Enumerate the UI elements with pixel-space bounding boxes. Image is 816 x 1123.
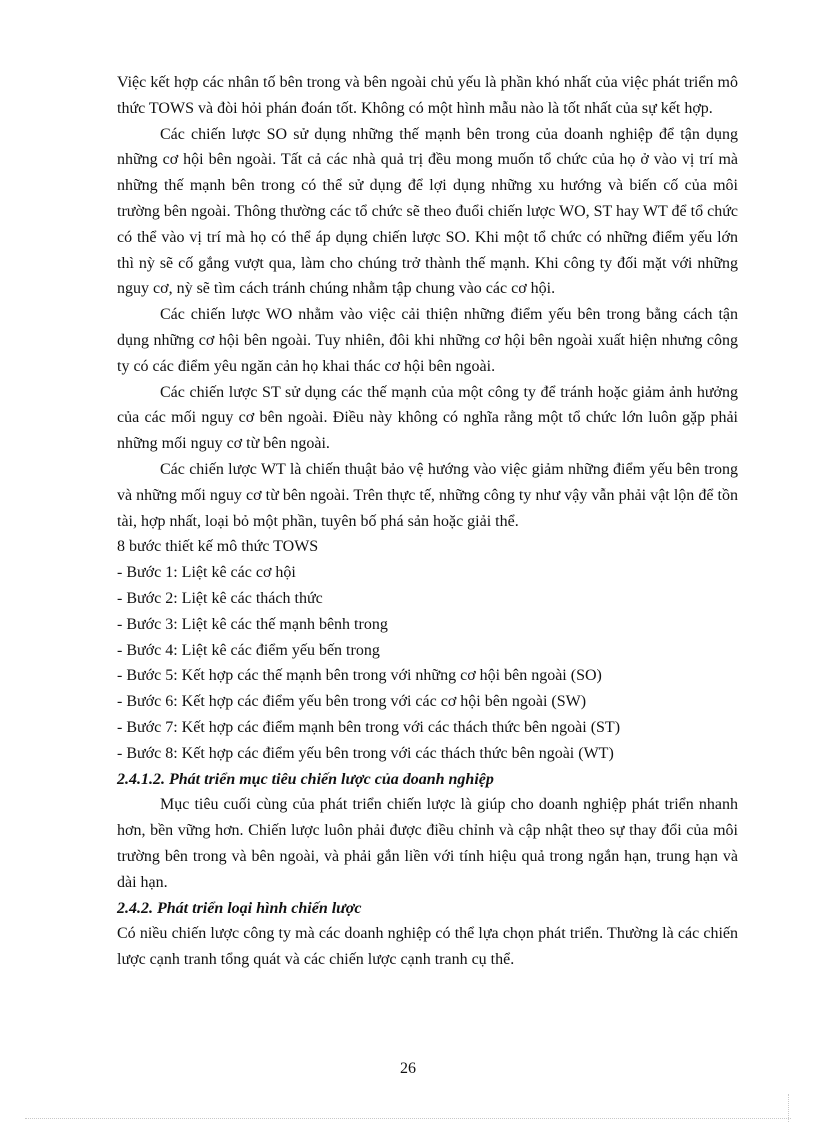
list-item: - Bước 1: Liệt kê các cơ hội	[117, 564, 296, 582]
page-number: 26	[400, 1060, 416, 1077]
paragraph-st-strategy: Các chiến lược ST sử dụng các thế mạnh của một công ty để tránh hoặc giảm ảnh hưởng của các mối nguy cơ bên ngoài. Điều này không có nghĩa rằng một tổ chức lớn luôn gặp phải những mối nguy cơ từ bên ngoài.	[117, 383, 738, 453]
list-item: - Bước 6: Kết hợp các điểm yếu bên trong với các cơ hội bên ngoài (SW)	[117, 693, 587, 711]
section-heading-2-4-1-2: 2.4.1.2. Phát triển mục tiêu chiến lược của doanh nghiệp	[117, 770, 494, 788]
section-body-2-4-1-2: Mục tiêu cuối cùng của phát triển chiến lược là giúp cho doanh nghiệp phát triển nhanh hơn, bền vững hơn. Chiến lược luôn phải được điều chỉnh và cập nhật theo sự thay đổi của môi trường bên trong và bên ngoài, và phải gắn liền với tính hiệu quả trong ngắn hạn, trung hạn và dài hạn.	[117, 796, 738, 891]
paragraph-wt-strategy: Các chiến lược WT là chiến thuật bảo vệ hướng vào việc giảm những điểm yếu bên trong và những mối nguy cơ từ bên ngoài. Trên thực tế, những công ty như vậy vẫn phải vật lộn để tồn tài, hợp nhất, loại bỏ một phần, tuyên bố phá sản hoặc giải thể.	[117, 460, 738, 530]
document-page	[117, 70, 738, 973]
list-item: - Bước 8: Kết hợp các điểm yếu bên trong với các thách thức bên ngoài (WT)	[117, 744, 614, 762]
page-corner-divider	[788, 1094, 789, 1122]
page-bottom-divider	[25, 1118, 791, 1119]
paragraph-intro: Việc kết hợp các nhân tố bên trong và bên ngoài chủ yếu là phần khó nhất của việc phát triển mô thức TOWS và đòi hỏi phán đoán tốt. Không có một hình mẫu nào là tốt nhất của sự kết hợp.	[117, 74, 738, 117]
paragraph-wo-strategy: Các chiến lược WO nhằm vào việc cải thiện những điểm yếu bên trong bằng cách tận dụng những cơ hội bên ngoài. Tuy nhiên, đôi khi những cơ hội bên ngoài xuất hiện nhưng công ty có các điểm yêu ngăn cản họ khai thác cơ hội bên ngoài.	[117, 306, 738, 375]
list-item: - Bước 2: Liệt kê các thách thức	[117, 589, 323, 607]
steps-list	[117, 560, 738, 766]
list-item: - Bước 7: Kết hợp các điểm mạnh bên trong với các thách thức bên ngoài (ST)	[117, 718, 621, 736]
list-item: - Bước 3: Liệt kê các thế mạnh bênh trong	[117, 615, 388, 633]
steps-intro: 8 bước thiết kế mô thức TOWS	[117, 538, 319, 556]
section-heading-2-4-2: 2.4.2. Phát triển loại hình chiến lược	[117, 899, 362, 917]
list-item: - Bước 4: Liệt kê các điểm yếu bến trong	[117, 641, 380, 659]
list-item: - Bước 5: Kết hợp các thế mạnh bên trong với những cơ hội bên ngoài (SO)	[117, 667, 602, 685]
section-body-2-4-2: Có niều chiến lược công ty mà các doanh nghiệp có thể lựa chọn phát triển. Thường là các chiến lược cạnh tranh tổng quát và các chiến lược cạnh tranh cụ thể.	[117, 925, 738, 969]
paragraph-so-strategy: Các chiến lược SO sử dụng những thế mạnh bên trong của doanh nghiệp để tận dụng những cơ hội bên ngoài. Tất cả các nhà quả trị đều mong muốn tổ chức của họ ở vào vị trí mà những thế mạnh bên trong có thể sử dụng để lợi dụng những xu hướng và biến cố của môi trường bên ngoài. Thông thường các tổ chức sẽ theo đuổi chiến lược WO, ST hay WT để tổ chức có thể vào vị trí mà họ có thể áp dụng chiến lược SO. Khi một tổ chức có những điểm yếu lớn thì nỳ sẽ cố gắng vượt qua, làm cho chúng trở thành thế mạnh. Khi công ty đối mặt với những nguy cơ, nỳ sẽ tìm cách tránh chúng nhằm tập chung vào các cơ hội.	[117, 125, 738, 298]
